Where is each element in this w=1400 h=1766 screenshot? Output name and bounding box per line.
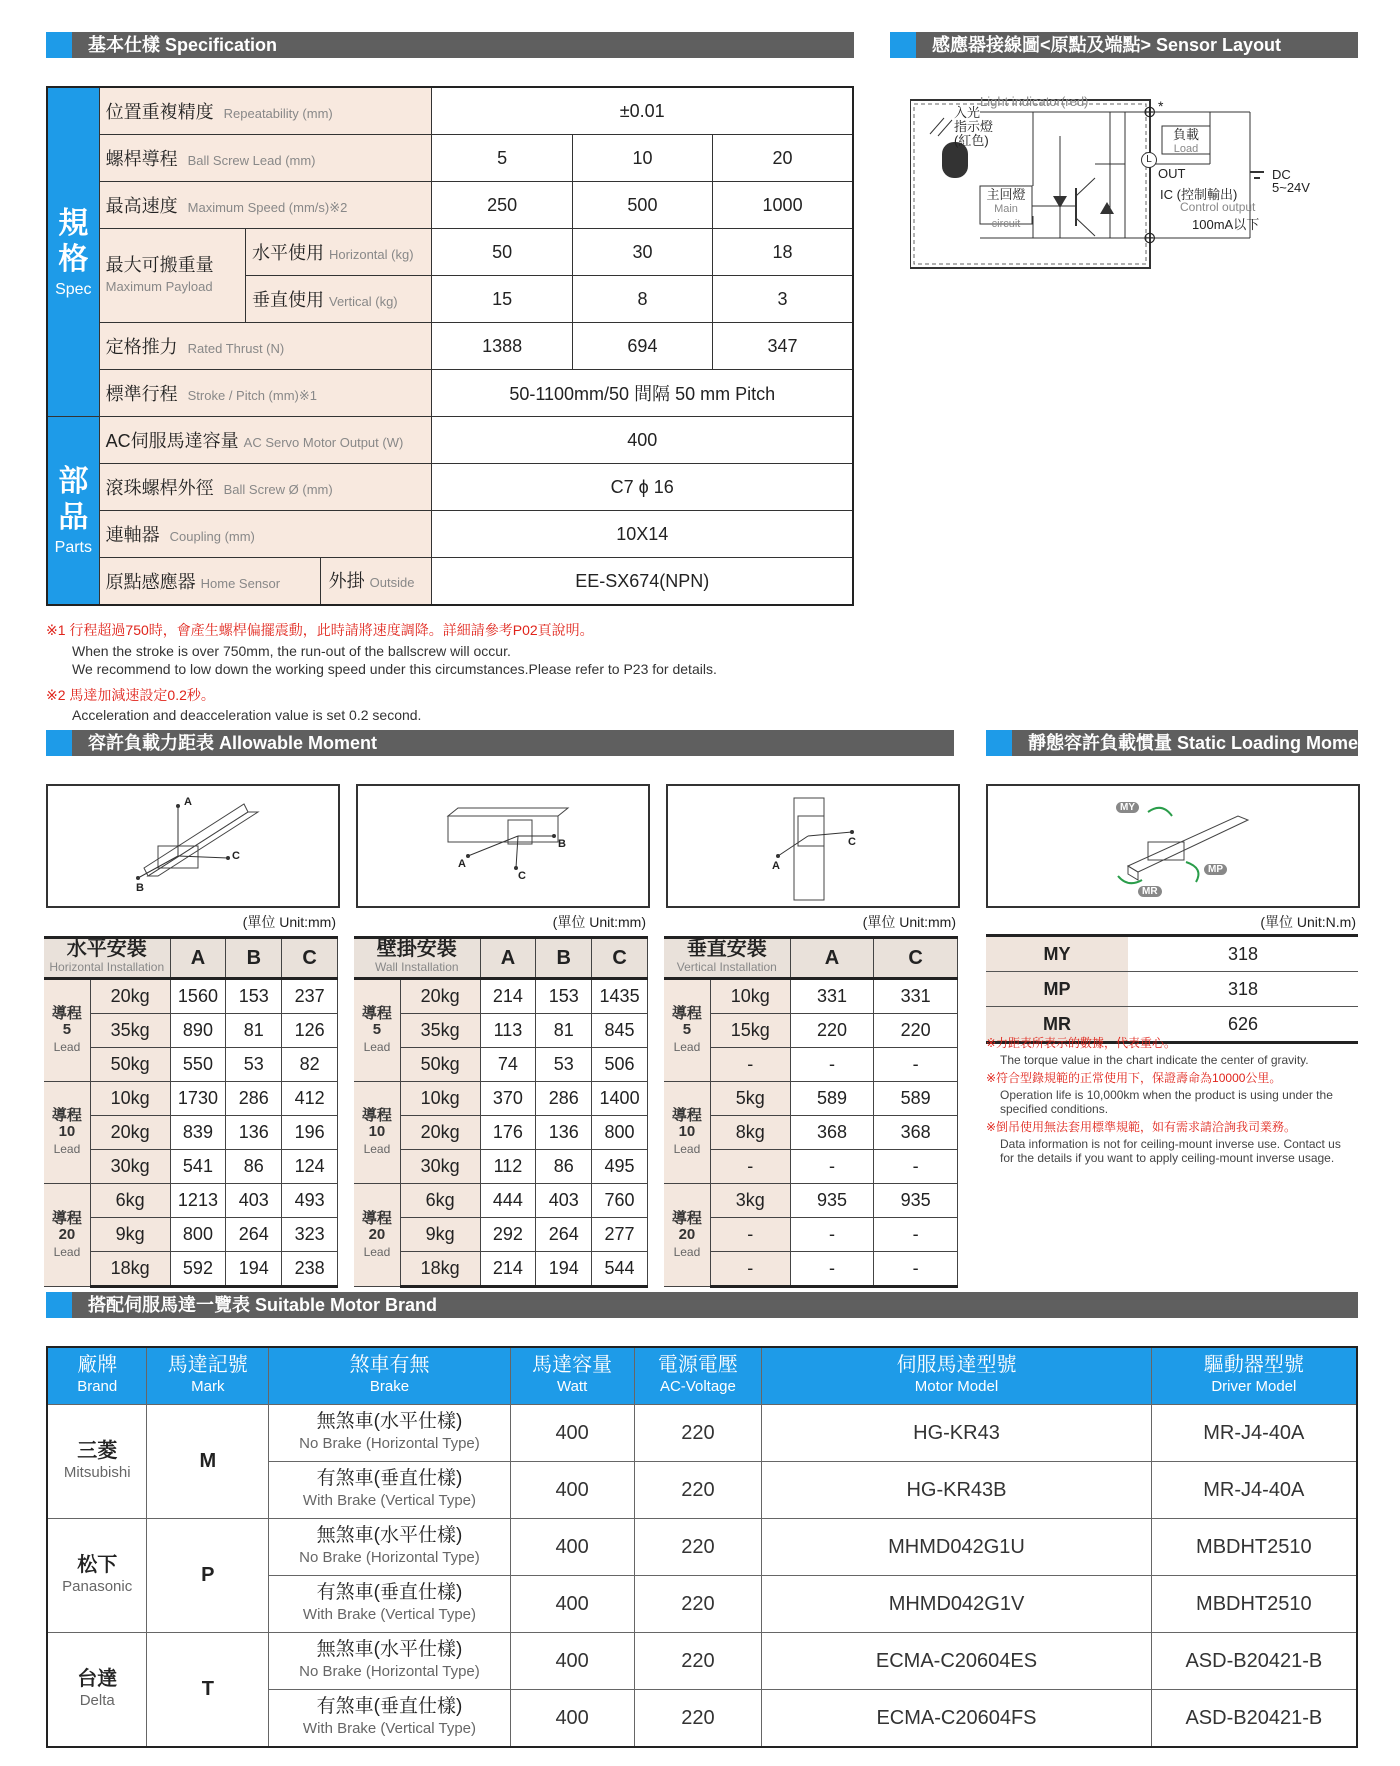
- moment-cell: 412: [282, 1082, 338, 1116]
- mark-cell: M: [147, 1405, 269, 1519]
- load-cell: 30kg: [400, 1150, 480, 1184]
- moment-cell: -: [874, 1150, 958, 1184]
- repeat-value: ±0.01: [432, 87, 853, 135]
- moment-cell: 890: [170, 1014, 226, 1048]
- col-a-header: A: [170, 938, 226, 979]
- side-en: Spec: [55, 280, 92, 298]
- moment-cell: -: [790, 1048, 874, 1082]
- current-label: 100mA以下: [1192, 217, 1260, 232]
- light-indicator-zh: 入光 指示燈 (紅色): [954, 105, 994, 148]
- note-2-en: Acceleration and deacceleration value is set 0.2 second.: [72, 707, 422, 723]
- lead-group-label: 導程 5 Lead: [354, 979, 400, 1082]
- driver-model-cell: ASD-B20421-B: [1151, 1633, 1357, 1690]
- load-cell: -: [710, 1150, 790, 1184]
- brand-name-cell: 三菱 Mitsubishi: [47, 1405, 147, 1519]
- motor-model-cell: MHMD042G1V: [762, 1576, 1151, 1633]
- coupling-label: 連軸器 Coupling (mm): [99, 511, 432, 558]
- axis-a-label: A: [458, 858, 466, 870]
- moment-cell: 220: [874, 1014, 958, 1048]
- mp-value: 318: [1128, 972, 1358, 1007]
- section-title-moment: 容許負載力距表 Allowable Moment: [88, 733, 378, 753]
- watt-cell: 400: [510, 1519, 634, 1576]
- brake-cell: 有煞車(垂直仕樣) With Brake (Vertical Type): [269, 1576, 511, 1633]
- table-row: [354, 1184, 648, 1218]
- lead-group-label: 導程 10 Lead: [664, 1082, 710, 1184]
- voltage-cell: 220: [634, 1576, 762, 1633]
- watt-cell: 400: [510, 1405, 634, 1462]
- brake-cell: 有煞車(垂直仕樣) With Brake (Vertical Type): [269, 1462, 511, 1519]
- brake-cell: 無煞車(水平仕樣) No Brake (Horizontal Type): [269, 1405, 511, 1462]
- horizontal-install-diagram: [46, 784, 340, 908]
- mark-cell: T: [147, 1633, 269, 1748]
- moment-cell: 238: [282, 1252, 338, 1287]
- moment-cell: 444: [480, 1184, 536, 1218]
- col-c-header: C: [874, 938, 958, 979]
- moment-cell: 126: [282, 1014, 338, 1048]
- moment-cell: 541: [170, 1150, 226, 1184]
- moment-cell: 1730: [170, 1082, 226, 1116]
- axis-c-label: C: [232, 850, 240, 862]
- moment-cell: 589: [790, 1082, 874, 1116]
- watt-cell: 400: [510, 1462, 634, 1519]
- load-cell: 15kg: [710, 1014, 790, 1048]
- moment-cell: 493: [282, 1184, 338, 1218]
- load-cell: 10kg: [710, 979, 790, 1014]
- load-cell: 50kg: [400, 1048, 480, 1082]
- thrust-label: 定格推力 Rated Thrust (N): [99, 323, 432, 370]
- axis-a-label: A: [184, 796, 192, 808]
- lead-label: 螺桿導程 Ball Screw Lead (mm): [99, 135, 432, 182]
- thrust-value: 694: [572, 323, 712, 370]
- moment-cell: 214: [480, 979, 536, 1014]
- axis-b-label: B: [558, 838, 566, 850]
- moment-cell: 194: [536, 1252, 592, 1287]
- load-cell: 6kg: [90, 1184, 170, 1218]
- table-row: [44, 1082, 338, 1116]
- accent-block: [46, 1292, 72, 1318]
- moment-cell: 800: [592, 1116, 648, 1150]
- motor-model-header: 伺服馬達型號 Motor Model: [762, 1347, 1151, 1405]
- moment-cell: 544: [592, 1252, 648, 1287]
- driver-model-cell: MBDHT2510: [1151, 1519, 1357, 1576]
- payload-vertical-value: 8: [572, 276, 712, 323]
- moment-cell: 81: [536, 1014, 592, 1048]
- lead-group-label: 導程 5 Lead: [44, 979, 90, 1082]
- load-cell: 18kg: [90, 1252, 170, 1287]
- home-sensor-value: EE-SX674(NPN): [432, 558, 853, 606]
- load-cell: -: [710, 1048, 790, 1082]
- load-cell: 20kg: [400, 979, 480, 1014]
- driver-model-cell: MR-J4-40A: [1151, 1405, 1357, 1462]
- speed-value: 250: [432, 182, 572, 229]
- ball-screw-label: 滾珠螺桿外徑 Ball Screw Ø (mm): [99, 464, 432, 511]
- static-note-zh: ※倒吊使用無法套用標準規範，如有需求請洽詢我司業務。: [986, 1120, 1297, 1134]
- accent-block: [46, 730, 72, 756]
- side-en: Parts: [54, 539, 92, 556]
- brand-section-bar: [46, 1292, 1358, 1318]
- table-row: [664, 1082, 958, 1116]
- spec-side-label: [47, 87, 99, 417]
- moment-cell: 589: [874, 1082, 958, 1116]
- axis-a-label: A: [772, 860, 780, 872]
- voltage-header: 電源電壓 AC-Voltage: [634, 1347, 762, 1405]
- section-title-sensor: 感應器接線圖<原點及端點> Sensor Layout: [932, 35, 1282, 55]
- payload-vertical-value: 3: [713, 276, 853, 323]
- mp-key: MP: [986, 972, 1128, 1007]
- note-1: [46, 620, 846, 723]
- load-cell: 20kg: [400, 1116, 480, 1150]
- my-label: MY: [1116, 802, 1139, 813]
- motor-model-cell: HG-KR43: [762, 1405, 1151, 1462]
- table-row: [44, 1184, 338, 1218]
- moment-cell: 506: [592, 1048, 648, 1082]
- payload-horizontal-value: 30: [572, 229, 712, 276]
- moment-cell: 113: [480, 1014, 536, 1048]
- moment-cell: 331: [874, 979, 958, 1014]
- payload-vertical-value: 15: [432, 276, 572, 323]
- table-row: [44, 979, 338, 1014]
- moment-cell: 86: [226, 1150, 282, 1184]
- wall-install-diagram: [356, 784, 650, 908]
- brake-header: 煞車有無 Brake: [269, 1347, 511, 1405]
- moment-cell: 370: [480, 1082, 536, 1116]
- moment-cell: 124: [282, 1150, 338, 1184]
- load-cell: 9kg: [400, 1218, 480, 1252]
- stroke-label: 標準行程 Stroke / Pitch (mm)※1: [99, 370, 432, 417]
- moment-cell: 845: [592, 1014, 648, 1048]
- moment-cell: 81: [226, 1014, 282, 1048]
- moment-cell: 403: [536, 1184, 592, 1218]
- moment-cell: 194: [226, 1252, 282, 1287]
- unit-label: (單位 Unit:mm): [242, 914, 336, 930]
- repeat-label: 位置重複精度 Repeatability (mm): [99, 87, 432, 135]
- moment-cell: 1213: [170, 1184, 226, 1218]
- static-section-bar: [986, 730, 1376, 756]
- moment-cell: 839: [170, 1116, 226, 1150]
- moment-cell: 53: [226, 1048, 282, 1082]
- plus-terminal: ⊕: [1143, 104, 1157, 121]
- note-1-en: We recommend to low down the working speed under this circumstances.Please refer to P23 for details.: [72, 661, 717, 677]
- col-c-header: C: [592, 938, 648, 979]
- moment-cell: 153: [226, 979, 282, 1014]
- load-cell: 10kg: [400, 1082, 480, 1116]
- table-title: 壁掛安裝 Wall Installation: [354, 938, 480, 979]
- load-cell: 5kg: [710, 1082, 790, 1116]
- moment-cell: 323: [282, 1218, 338, 1252]
- motor-brand-table: [46, 1346, 1358, 1748]
- load-cell: 9kg: [90, 1218, 170, 1252]
- voltage-cell: 220: [634, 1462, 762, 1519]
- load-cell: 6kg: [400, 1184, 480, 1218]
- brake-cell: 無煞車(水平仕樣) No Brake (Horizontal Type): [269, 1633, 511, 1690]
- moment-cell: 592: [170, 1252, 226, 1287]
- load-cell: 30kg: [90, 1150, 170, 1184]
- moment-cell: -: [790, 1252, 874, 1287]
- parts-side-label: [47, 417, 99, 606]
- accent-block: [986, 730, 1012, 756]
- brand-name-cell: 松下 Panasonic: [47, 1519, 147, 1633]
- voltage-cell: 220: [634, 1633, 762, 1690]
- accent-block: [46, 32, 72, 58]
- moment-cell: 82: [282, 1048, 338, 1082]
- sensor-diagram: [910, 96, 1358, 276]
- lead-value: 20: [713, 135, 853, 182]
- motor-model-cell: ECMA-C20604ES: [762, 1633, 1151, 1690]
- col-c-header: C: [282, 938, 338, 979]
- home-sensor-label: 原點感應器 Home Sensor 外掛 Outside: [99, 558, 432, 606]
- lead-group-label: 導程 10 Lead: [44, 1082, 90, 1184]
- moment-cell: 368: [790, 1116, 874, 1150]
- payload-label: 最大可搬重量 Maximum Payload: [99, 229, 245, 323]
- moment-cell: 368: [874, 1116, 958, 1150]
- moment-cell: 760: [592, 1184, 648, 1218]
- control-output-label: Control output: [1180, 200, 1256, 214]
- watt-cell: 400: [510, 1690, 634, 1748]
- vertical-install-diagram: [666, 784, 960, 908]
- mr-key: MR: [986, 1007, 1128, 1043]
- horizontal-label: 水平使用 Horizontal (kg): [245, 229, 431, 276]
- stroke-value: 50-1100mm/50 間隔 50 mm Pitch: [432, 370, 853, 417]
- moment-cell: 214: [480, 1252, 536, 1287]
- load-cell: 35kg: [400, 1014, 480, 1048]
- unit-label: (單位 Unit:mm): [862, 914, 956, 930]
- mr-label: MR: [1138, 886, 1162, 897]
- axis-c-label: C: [518, 870, 526, 882]
- speed-value: 500: [572, 182, 712, 229]
- moment-cell: 935: [790, 1184, 874, 1218]
- moment-cell: 136: [226, 1116, 282, 1150]
- driver-model-cell: MBDHT2510: [1151, 1576, 1357, 1633]
- static-note-en: The torque value in the chart indicate the center of gravity.: [1000, 1053, 1309, 1067]
- coupling-value: 10X14: [432, 511, 853, 558]
- col-a-header: A: [480, 938, 536, 979]
- speed-value: 1000: [713, 182, 853, 229]
- main-circuit-label: 主回燈 Main circuit: [986, 187, 1026, 230]
- static-note-en: Data information is not for ceiling-mount inverse use. Contact us for the details if you want to apply ceiling-mount inverse usage.: [1000, 1137, 1341, 1165]
- lead-value: 5: [432, 135, 572, 182]
- col-b-header: B: [226, 938, 282, 979]
- moment-cell: 935: [874, 1184, 958, 1218]
- driver-model-cell: ASD-B20421-B: [1151, 1690, 1357, 1748]
- vertical-label: 垂直使用 Vertical (kg): [245, 276, 431, 323]
- moment-cell: -: [874, 1048, 958, 1082]
- dc-label: DC 5~24V: [1272, 167, 1310, 195]
- lead-group-label: 導程 20 Lead: [664, 1184, 710, 1287]
- col-a-header: A: [790, 938, 874, 979]
- moment-cell: -: [790, 1218, 874, 1252]
- moment-cell: 264: [226, 1218, 282, 1252]
- moment-section-bar: [46, 730, 954, 756]
- table-row: [664, 979, 958, 1014]
- section-title-static: 靜態容許負載慣量 Static Loading Moment: [1028, 733, 1376, 753]
- static-moment-table: [986, 934, 1358, 1044]
- lead-group-label: 導程 20 Lead: [354, 1184, 400, 1287]
- unit-label: (單位 Unit:N.m): [1260, 914, 1356, 930]
- table-row: [47, 1519, 1357, 1576]
- ball-screw-value: C7 ϕ 16: [432, 464, 853, 511]
- mp-label: MP: [1204, 864, 1227, 875]
- table-row: [47, 1633, 1357, 1690]
- motor-model-cell: MHMD042G1U: [762, 1519, 1151, 1576]
- side-char: 格: [58, 242, 89, 276]
- moment-cell: 153: [536, 979, 592, 1014]
- light-indicator-label: Light indicator(red): [980, 94, 1089, 109]
- speed-label: 最高速度 Maximum Speed (mm/s)※2: [99, 182, 432, 229]
- table-row: [47, 1405, 1357, 1462]
- watt-cell: 400: [510, 1633, 634, 1690]
- table-row: [664, 1184, 958, 1218]
- out-label: OUT: [1158, 166, 1186, 181]
- col-b-header: B: [536, 938, 592, 979]
- side-char: 品: [58, 501, 89, 534]
- load-cell: -: [710, 1252, 790, 1287]
- moment-cell: 277: [592, 1218, 648, 1252]
- lead-group-label: 導程 5 Lead: [664, 979, 710, 1082]
- ic-label: IC (控制輸出): [1160, 187, 1238, 202]
- unit-label: (單位 Unit:mm): [552, 914, 646, 930]
- thrust-value: 1388: [432, 323, 572, 370]
- driver-model-header: 驅動器型號 Driver Model: [1151, 1347, 1357, 1405]
- moment-cell: 136: [536, 1116, 592, 1150]
- wall-moment-table: [354, 936, 648, 1288]
- watt-header: 馬達容量 Watt: [510, 1347, 634, 1405]
- side-char: 部: [58, 465, 89, 498]
- outside-label: 外掛 Outside: [320, 558, 415, 604]
- section-title-spec: 基本仕樣 Specification: [88, 35, 278, 55]
- note-1-en: When the stroke is over 750mm, the run-out of the ballscrew will occur.: [72, 643, 511, 659]
- motor-output-label: AC伺服馬達容量 AC Servo Motor Output (W): [99, 417, 432, 464]
- moment-cell: 495: [592, 1150, 648, 1184]
- brand-name-cell: 台達 Delta: [47, 1633, 147, 1748]
- voltage-cell: 220: [634, 1690, 762, 1748]
- moment-cell: 86: [536, 1150, 592, 1184]
- payload-horizontal-value: 18: [713, 229, 853, 276]
- voltage-cell: 220: [634, 1519, 762, 1576]
- moment-cell: 176: [480, 1116, 536, 1150]
- moment-cell: 1560: [170, 979, 226, 1014]
- static-notes: [986, 1036, 1358, 1165]
- sensor-section-bar: [890, 32, 1358, 58]
- payload-horizontal-value: 50: [432, 229, 572, 276]
- motor-model-cell: ECMA-C20604FS: [762, 1690, 1151, 1748]
- table-title: 垂直安裝 Vertical Installation: [664, 938, 790, 979]
- moment-cell: 237: [282, 979, 338, 1014]
- mark-header: 馬達記號 Mark: [147, 1347, 269, 1405]
- moment-cell: 53: [536, 1048, 592, 1082]
- sensor-housing: [910, 100, 1150, 268]
- brand-header: 廠牌 Brand: [47, 1347, 147, 1405]
- moment-cell: 264: [536, 1218, 592, 1252]
- static-note-zh: ※符合型錄規範的正常使用下，保證壽命為10000公里。: [986, 1071, 1282, 1085]
- load-label: 負載 Load: [1172, 127, 1199, 155]
- moment-cell: 550: [170, 1048, 226, 1082]
- my-value: 318: [1128, 936, 1358, 972]
- static-moment-diagram: [986, 784, 1360, 908]
- brake-cell: 無煞車(水平仕樣) No Brake (Horizontal Type): [269, 1519, 511, 1576]
- moment-cell: 800: [170, 1218, 226, 1252]
- watt-cell: 400: [510, 1576, 634, 1633]
- table-row: [354, 1082, 648, 1116]
- moment-cell: 286: [226, 1082, 282, 1116]
- horizontal-moment-table: [44, 936, 338, 1288]
- axis-c-label: C: [848, 836, 856, 848]
- lead-value: 10: [572, 135, 712, 182]
- load-cell: 20kg: [90, 1116, 170, 1150]
- table-title: 水平安裝 Horizontal Installation: [44, 938, 170, 979]
- side-char: 規: [58, 206, 89, 240]
- moment-cell: 112: [480, 1150, 536, 1184]
- moment-cell: 292: [480, 1218, 536, 1252]
- moment-cell: 220: [790, 1014, 874, 1048]
- spec-table: [46, 86, 854, 606]
- table-row: [354, 979, 648, 1014]
- moment-cell: -: [874, 1252, 958, 1287]
- static-note-zh: ※力距表所表示的數據，代表重心。: [986, 1036, 1177, 1050]
- moment-cell: -: [790, 1150, 874, 1184]
- driver-model-cell: MR-J4-40A: [1151, 1462, 1357, 1519]
- star-mark: *: [1158, 98, 1164, 114]
- l-terminal: L: [1141, 152, 1157, 168]
- brake-cell: 有煞車(垂直仕樣) With Brake (Vertical Type): [269, 1690, 511, 1748]
- lead-group-label: 導程 20 Lead: [44, 1184, 90, 1287]
- lead-group-label: 導程 10 Lead: [354, 1082, 400, 1184]
- static-note-en: Operation life is 10,000km when the product is using under the specified conditions.: [1000, 1088, 1333, 1116]
- my-key: MY: [986, 936, 1128, 972]
- mr-value: 626: [1128, 1007, 1358, 1043]
- load-cell: 8kg: [710, 1116, 790, 1150]
- voltage-cell: 220: [634, 1405, 762, 1462]
- note-2-zh: ※2 馬達加減速設定0.2秒。: [46, 687, 215, 703]
- minus-terminal: ⊖: [1143, 230, 1157, 247]
- accent-block: [890, 32, 916, 58]
- load-cell: 20kg: [90, 979, 170, 1014]
- motor-model-cell: HG-KR43B: [762, 1462, 1151, 1519]
- moment-cell: 1435: [592, 979, 648, 1014]
- section-title-brand: 搭配伺服馬達一覽表 Suitable Motor Brand: [88, 1295, 438, 1315]
- axis-b-label: B: [136, 882, 144, 894]
- moment-cell: 331: [790, 979, 874, 1014]
- moment-cell: -: [874, 1218, 958, 1252]
- moment-cell: 403: [226, 1184, 282, 1218]
- moment-cell: 1400: [592, 1082, 648, 1116]
- load-cell: 3kg: [710, 1184, 790, 1218]
- moment-cell: 196: [282, 1116, 338, 1150]
- moment-cell: 74: [480, 1048, 536, 1082]
- load-cell: 18kg: [400, 1252, 480, 1287]
- load-cell: 50kg: [90, 1048, 170, 1082]
- note-1-zh: ※1 行程超過750時，會產生螺桿偏擺震動，此時請將速度調降。詳細請參考P02頁說明。: [46, 622, 594, 638]
- spec-section-bar: [46, 32, 854, 58]
- mark-cell: P: [147, 1519, 269, 1633]
- moment-cell: 286: [536, 1082, 592, 1116]
- vertical-moment-table: [664, 936, 958, 1288]
- thrust-value: 347: [713, 323, 853, 370]
- load-cell: 35kg: [90, 1014, 170, 1048]
- load-cell: 10kg: [90, 1082, 170, 1116]
- motor-output-value: 400: [432, 417, 853, 464]
- load-cell: -: [710, 1218, 790, 1252]
